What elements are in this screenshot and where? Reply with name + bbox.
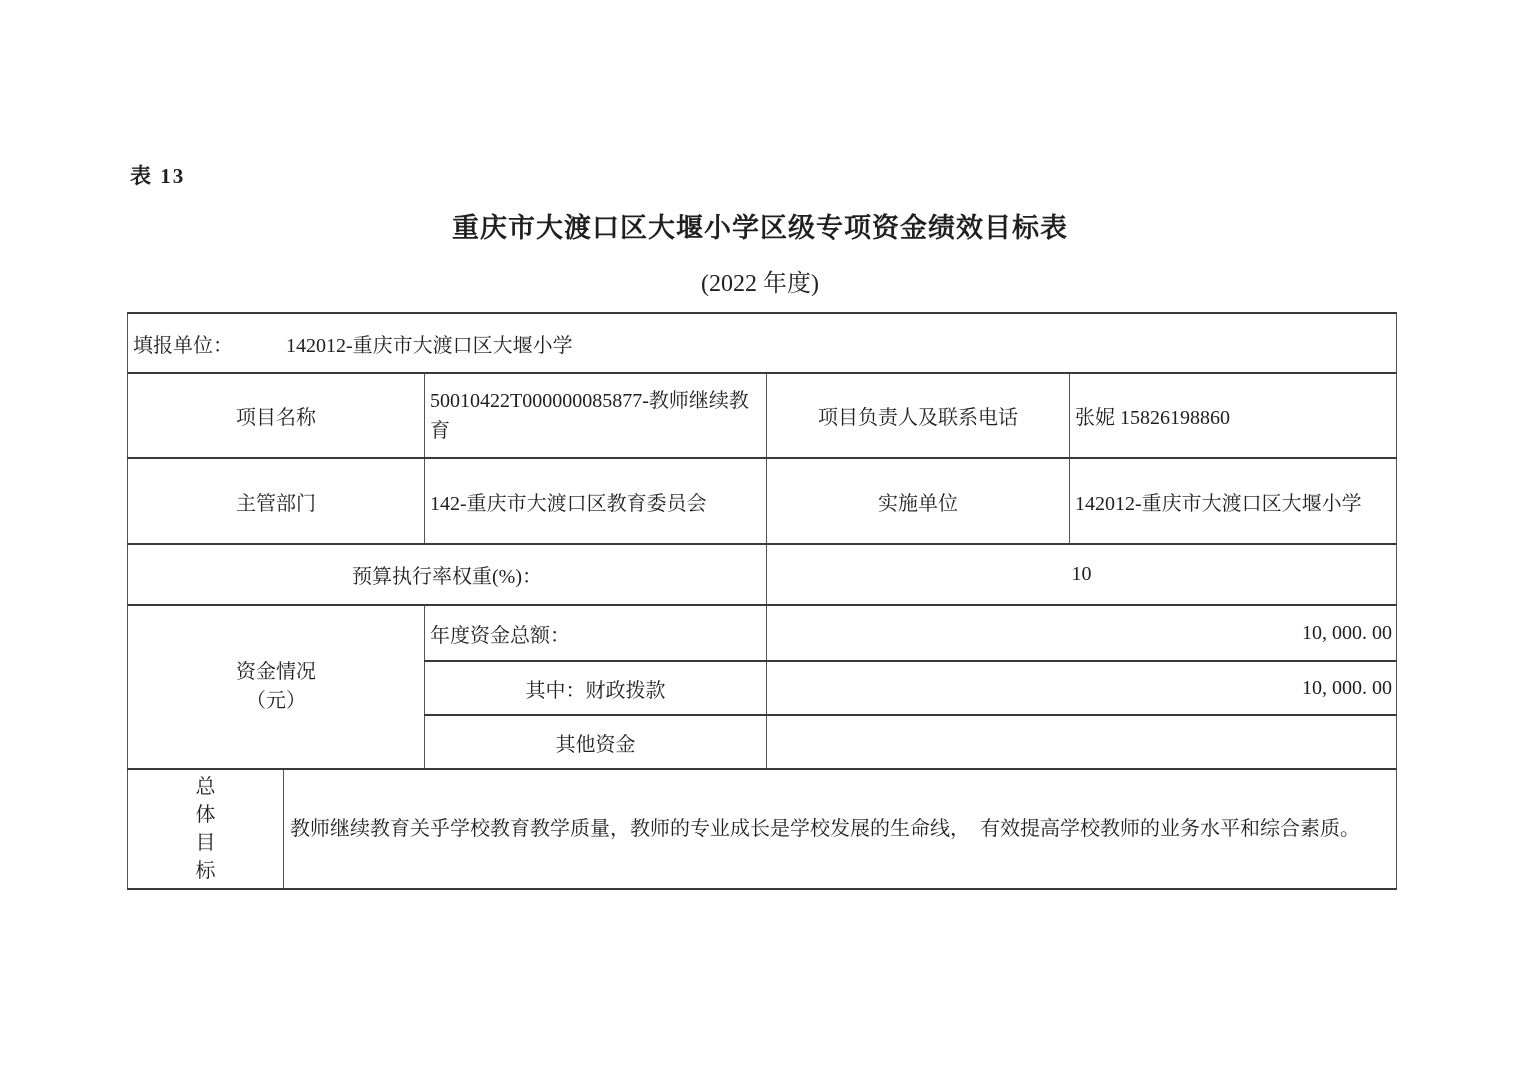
funding-annual-total-row [128, 605, 1397, 661]
supervisor-dept-value: 142-重庆市大渡口区教育委员会 [425, 458, 767, 544]
budget-weight-value: 10 [767, 544, 1397, 605]
other-funds-value [767, 715, 1397, 769]
department-row [128, 458, 1397, 544]
overall-goal-text: 教师继续教育关乎学校教育教学质量，教师的专业成长是学校发展的生命线， 有效提高学校教师的业务水平和综合素质。 [284, 769, 1397, 889]
annual-total-label: 年度资金总额： [425, 605, 767, 661]
overall-goal-label-char: 总 [195, 776, 216, 798]
reporting-unit-row [128, 313, 1397, 373]
reporting-unit-value: 142012-重庆市大渡口区大堰小学 [286, 334, 573, 357]
overall-goal-label-char: 标 [195, 860, 216, 882]
budget-weight-row [128, 544, 1397, 605]
supervisor-dept-label: 主管部门 [128, 458, 425, 544]
project-leader-value: 张妮 15826198860 [1070, 373, 1397, 458]
overall-goal-label [128, 769, 284, 889]
funding-group-label-line1: 资金情况 [236, 661, 316, 683]
funding-group-label-line2: （元） [246, 690, 306, 712]
project-leader-label: 项目负责人及联系电话 [767, 373, 1070, 458]
project-row [128, 373, 1397, 458]
overall-goal-label-char: 目 [195, 832, 216, 854]
annual-total-value: 10, 000. 00 [767, 605, 1397, 661]
overall-goal-label-char: 体 [195, 804, 216, 826]
doc-title: 重庆市大渡口区大堰小学区级专项资金绩效目标表 [452, 213, 1068, 243]
implementing-unit-value: 142012-重庆市大渡口区大堰小学 [1070, 458, 1397, 544]
project-name-label: 项目名称 [128, 373, 425, 458]
reporting-unit-cell [128, 313, 1397, 373]
doc-table-number: 表 13 [130, 164, 186, 188]
reporting-unit-label: 填报单位： [133, 334, 233, 357]
doc-subtitle: (2022 年度) [701, 271, 819, 297]
implementing-unit-label: 实施单位 [767, 458, 1070, 544]
overall-goal-row [128, 769, 1397, 889]
fiscal-allocation-value: 10, 000. 00 [767, 661, 1397, 715]
budget-weight-label: 预算执行率权重(%)： [128, 544, 767, 605]
performance-target-table [127, 312, 1397, 890]
project-name-value: 50010422T000000085877-教师继续教育 [425, 373, 767, 458]
fiscal-allocation-label: 其中：财政拨款 [425, 661, 767, 715]
other-funds-label: 其他资金 [425, 715, 767, 769]
funding-group-label [128, 605, 425, 769]
